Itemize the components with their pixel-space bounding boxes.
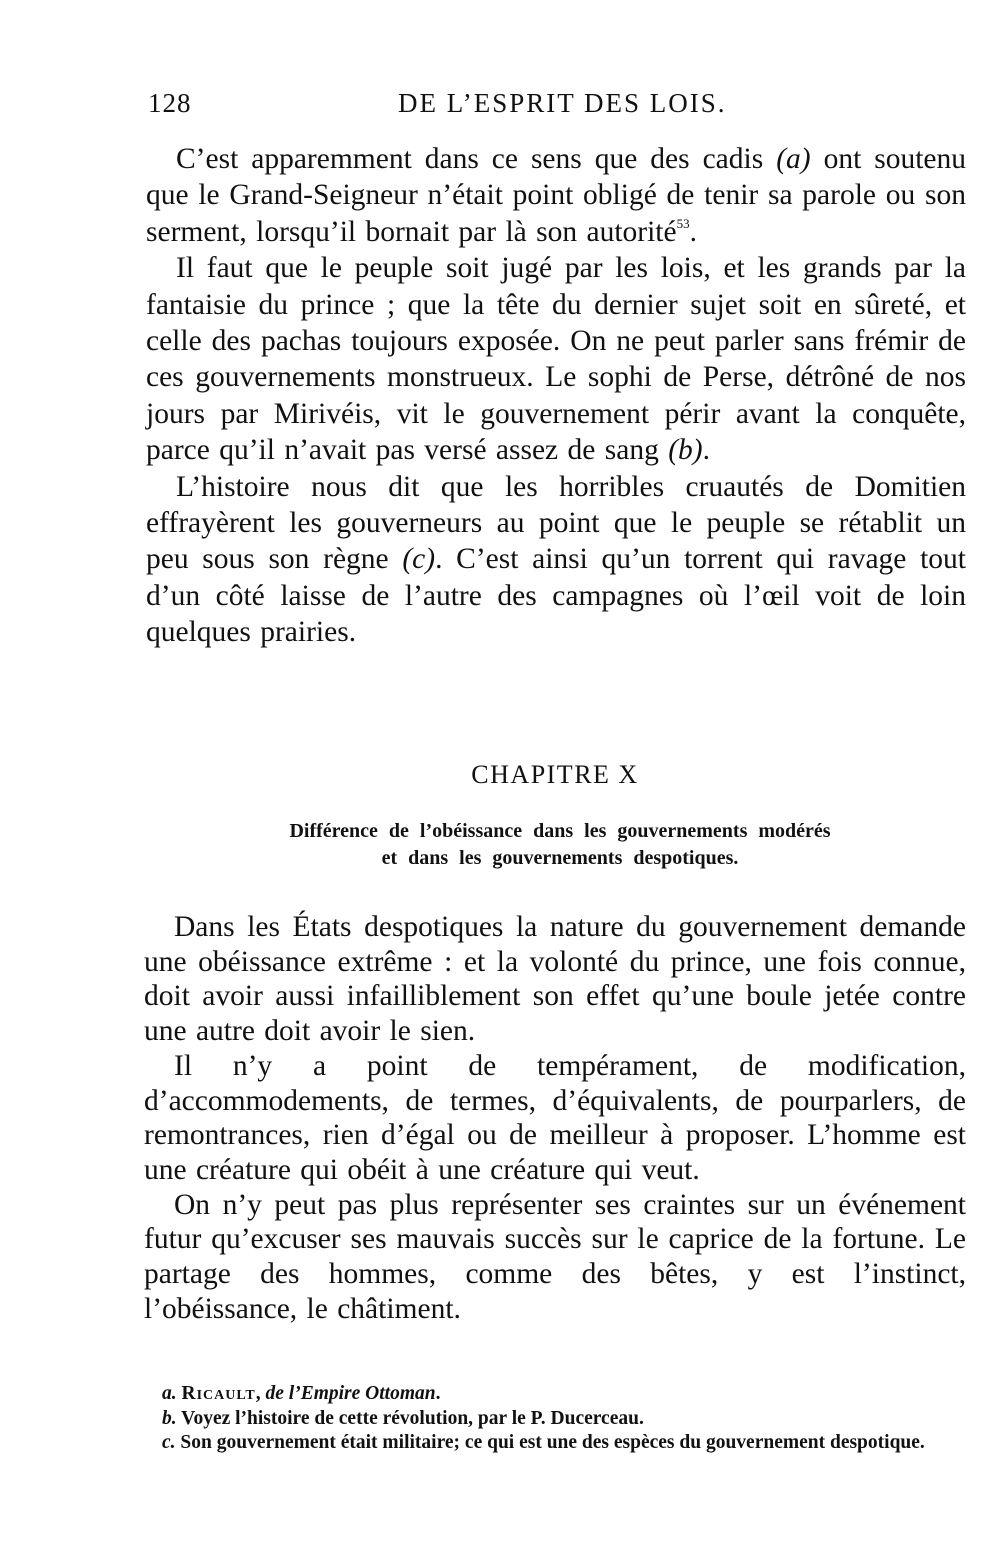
chapter-subtitle: Différence de l’obéissance dans les gouvernements modérés et dans les gouvernements despotiques. bbox=[289, 820, 831, 869]
footnote-a: a. Ricault, de l’Empire Ottoman. bbox=[162, 1383, 441, 1404]
footnote-ref-b: (b) bbox=[668, 434, 703, 467]
footnote-b: b. Voyez l’histoire de cette révolution, par le P. Ducerceau. bbox=[162, 1407, 644, 1429]
running-title: DE L’ESPRIT DES LOIS. bbox=[398, 88, 727, 118]
paragraph: Dans les États despotiques la nature du gouvernement demande une obéissance extrême : et la volonté du prince, une fois connue, doit avoir aussi infailliblement son effet qu’une boule jetée contre une autre doit avoir le sien. bbox=[144, 911, 966, 1048]
paragraph: Il faut que le peuple soit jugé par les lois, et les grands par la fantaisie du prince ; que la tête du dernier sujet soit en sûreté, et celle des pachas toujours exposée. On ne peut parler sans frémir de ces gouvernements monstrueux. Le sophi de Perse, détrôné de nos jours par Mirivéis, vit le gouvernement périr avant la conquête, parce qu’il n’avait pas versé assez de sang (b). bbox=[146, 252, 966, 467]
footnote-ref-c: (c) bbox=[402, 543, 436, 576]
running-header bbox=[148, 88, 968, 128]
paragraph: C’est apparemment dans ce sens que des cadis (a) ont soutenu que le Grand-Seigneur n’était point obligé de tenir sa parole ou son serment, lorsqu’il bornait par là son autorité$^{53}$. bbox=[146, 143, 967, 248]
paragraph: On n’y peut pas plus représenter ses craintes sur un événement futur qu’excuser ses mauvais succès sur le caprice de la fortune. Le partage des hommes, comme des bêtes, y est l’instinct, l’obéissance, le châtiment. bbox=[144, 1188, 966, 1325]
chapter-x-text bbox=[144, 910, 966, 1326]
chapter-heading: CHAPITRE X bbox=[471, 760, 639, 789]
chapter-ix-end-text bbox=[146, 141, 966, 651]
page-number: 128 bbox=[148, 88, 192, 118]
footnote-c: c. Son gouvernement était militaire; ce qui est une des espèces du gouvernement despotique. bbox=[162, 1432, 925, 1453]
footnotes bbox=[148, 1382, 960, 1456]
paragraph: L’histoire nous dit que les horribles cruautés de Domitien effrayèrent les gouverneurs au point que le peuple se rétablit un peu sous son règne (c). C’est ainsi qu’un torrent qui ravage tout d’un côté laisse de l’autre des campagnes où l’œil voit de loin quelques prairies. bbox=[146, 470, 966, 649]
paragraph: Il n’y a point de tempérament, de modification, d’accommodements, de termes, d’équivalents, de pourparlers, de remontrances, rien d’égal ou de meilleur à proposer. L’homme est une créature qui obéit à une créature qui veut. bbox=[144, 1049, 966, 1186]
footnote-ref-a: (a) bbox=[776, 143, 811, 175]
endnote-ref-53: 53 bbox=[676, 215, 690, 231]
